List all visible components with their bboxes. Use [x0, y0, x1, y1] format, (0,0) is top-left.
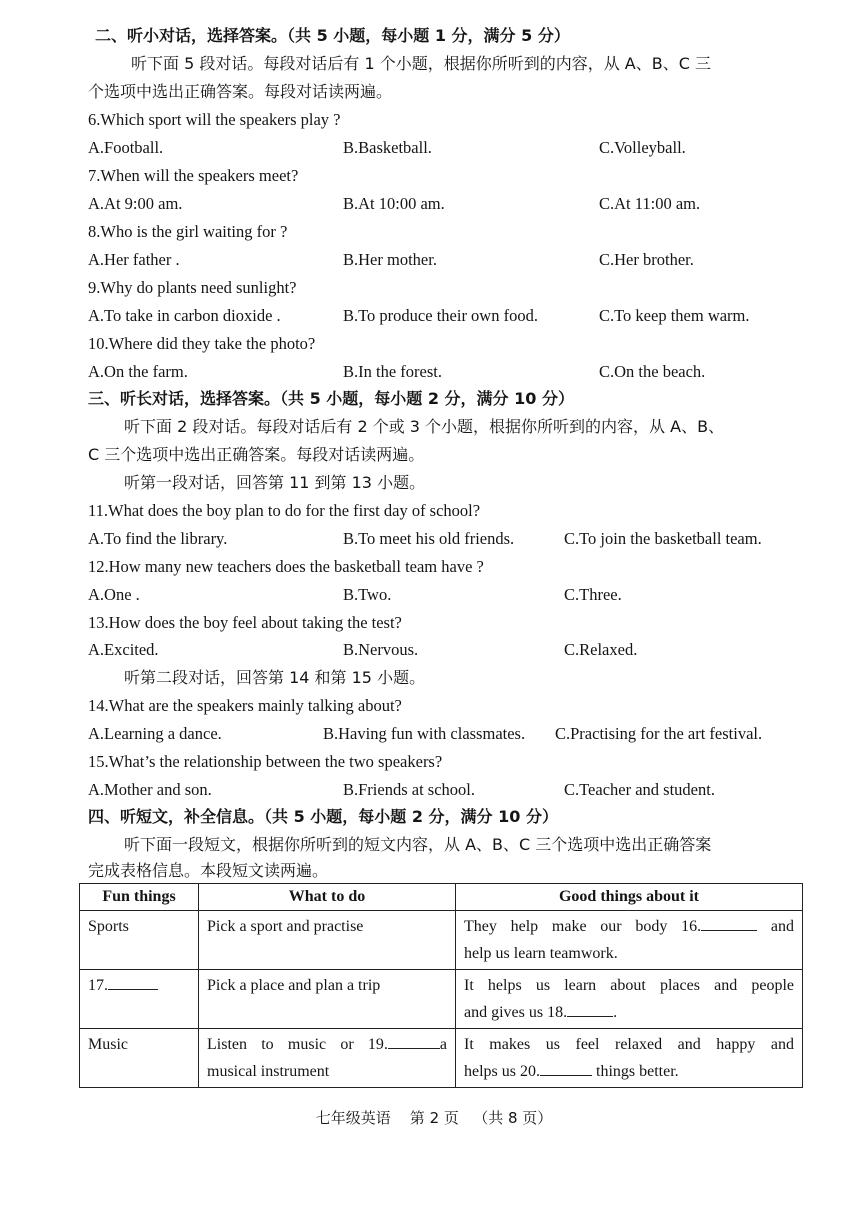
cell-text: They help make our body 16.: [464, 918, 702, 935]
option-14b: B.Having fun with classmates.: [323, 724, 526, 743]
table-cell-17: [80, 970, 199, 1029]
cell-text: a: [439, 1036, 447, 1053]
option-13a: A.Excited.: [88, 640, 159, 659]
cell-text: helps us 20.: [464, 1063, 540, 1080]
option-13b: B.Nervous.: [343, 640, 419, 659]
dialog2-instruction: 听第二段对话，回答第 14 和第 15 小题。: [124, 668, 426, 687]
option-15c: C.Teacher and student.: [564, 780, 715, 799]
option-8a: A.Her father .: [88, 250, 180, 269]
table-cell-17-good: [456, 970, 803, 1029]
table-row: [80, 970, 803, 1029]
option-9a: A.To take in carbon dioxide .: [88, 306, 281, 325]
table-cell-sports-what: Pick a sport and practise: [199, 911, 456, 970]
cell-text: and gives us 18.: [464, 1004, 568, 1021]
section2-heading: 二、听小对话，选择答案。（共 5 小题，每小题 1 分，满分 5 分）: [95, 26, 570, 45]
option-14c: C.Practising for the art festival.: [555, 724, 763, 743]
option-15b: B.Friends at school.: [343, 780, 475, 799]
footer-page-number: 第 2 页: [409, 1109, 459, 1127]
cell-text: 17.: [88, 977, 108, 994]
question-8: 8.Who is the girl waiting for ?: [88, 222, 288, 241]
dialog1-instruction: 听第一段对话，回答第 11 到第 13 小题。: [124, 473, 426, 492]
option-9c: C.To keep them warm.: [599, 306, 750, 325]
option-8c: C.Her brother.: [599, 250, 694, 269]
option-9b: B.To produce their own food.: [343, 306, 538, 325]
option-15a: A.Mother and son.: [88, 780, 212, 799]
cell-line: [207, 1031, 447, 1058]
cell-text: .: [613, 1004, 618, 1021]
cell-line: [464, 999, 794, 1026]
option-10c: C.On the beach.: [599, 362, 706, 381]
section3-instruction-line2: C 三个选项中选出正确答案。每段对话读两遍。: [88, 445, 425, 464]
footer-total-pages: （共 8 页）: [473, 1109, 553, 1127]
cell-text: Listen to music or 19.: [207, 1036, 388, 1053]
table-row: [80, 1029, 803, 1088]
section4-heading: 四、听短文，补全信息。（共 5 小题，每小题 2 分，满分 10 分）: [88, 807, 558, 826]
blank-17[interactable]: [108, 975, 158, 990]
table-header-row: [80, 884, 803, 911]
option-6c: C.Volleyball.: [599, 138, 686, 157]
section4-instruction-line1: 听下面一段短文，根据你所听到的短文内容，从 A、B、C 三个选项中选出正确答案: [124, 835, 712, 854]
footer-subject: 七年级英语: [315, 1109, 391, 1127]
table-cell-music-what: [199, 1029, 456, 1088]
option-10b: B.In the forest.: [343, 362, 442, 381]
blank-19[interactable]: [388, 1034, 440, 1049]
cell-text: and: [770, 918, 794, 935]
question-7: 7.When will the speakers meet?: [88, 166, 299, 185]
cell-text: things better.: [596, 1063, 679, 1080]
table-cell-17-what: Pick a place and plan a trip: [199, 970, 456, 1029]
option-12a: A.One .: [88, 585, 140, 604]
section3-heading: 三、听长对话，选择答案。（共 5 小题，每小题 2 分，满分 10 分）: [88, 389, 574, 408]
table-cell-sports-good: [456, 911, 803, 970]
option-10a: A.On the farm.: [88, 362, 188, 381]
option-11b: B.To meet his old friends.: [343, 529, 515, 548]
cell-line: It helps us learn about places and people: [464, 977, 794, 994]
option-12c: C.Three.: [564, 585, 622, 604]
question-12: 12.How many new teachers does the basketball team have ?: [88, 557, 484, 576]
blank-16[interactable]: [701, 916, 757, 931]
option-14a: A.Learning a dance.: [88, 724, 222, 743]
option-11c: C.To join the basketball team.: [564, 529, 762, 548]
blank-18[interactable]: [567, 1002, 613, 1017]
cell-line: [464, 1058, 794, 1085]
question-10: 10.Where did they take the photo?: [88, 334, 316, 353]
info-table: [79, 883, 803, 1088]
table-row: [80, 911, 803, 970]
table-cell-sports: Sports: [80, 911, 199, 970]
question-11: 11.What does the boy plan to do for the first day of school?: [88, 501, 481, 520]
cell-line: musical instrument: [207, 1063, 330, 1080]
option-6a: A.Football.: [88, 138, 164, 157]
section3-instruction-line1: 听下面 2 段对话。每段对话后有 2 个或 3 个小题，根据你所听到的内容，从 A、B、: [124, 417, 725, 436]
option-6b: B.Basketball.: [343, 138, 432, 157]
section4-instruction-line2: 完成表格信息。本段短文读两遍。: [88, 861, 329, 880]
blank-20[interactable]: [540, 1061, 592, 1076]
option-7b: B.At 10:00 am.: [343, 194, 445, 213]
table-cell-music-good: [456, 1029, 803, 1088]
option-7a: A.At 9:00 am.: [88, 194, 183, 213]
option-13c: C.Relaxed.: [564, 640, 638, 659]
page-footer: [0, 1107, 868, 1128]
question-13: 13.How does the boy feel about taking the test?: [88, 613, 402, 632]
cell-line: help us learn teamwork.: [464, 945, 618, 962]
option-12b: B.Two.: [343, 585, 392, 604]
question-9: 9.Why do plants need sunlight?: [88, 278, 297, 297]
option-7c: C.At 11:00 am.: [599, 194, 701, 213]
table-header-what-to-do: What to do: [199, 884, 456, 911]
cell-line: [464, 913, 794, 940]
cell-line: It makes us feel relaxed and happy and: [464, 1036, 794, 1053]
table-cell-music: Music: [80, 1029, 199, 1088]
question-14: 14.What are the speakers mainly talking about?: [88, 696, 402, 715]
question-6: 6.Which sport will the speakers play ?: [88, 110, 341, 129]
option-8b: B.Her mother.: [343, 250, 437, 269]
question-15: 15.What’s the relationship between the two speakers?: [88, 752, 443, 771]
option-11a: A.To find the library.: [88, 529, 228, 548]
section2-instruction-line1: 听下面 5 段对话。每段对话后有 1 个小题，根据你所听到的内容，从 A、B、C 三: [131, 54, 711, 73]
section2-instruction-line2: 个选项中选出正确答案。每段对话读两遍。: [88, 82, 393, 101]
table-header-fun-things: Fun things: [80, 884, 199, 911]
table-header-good-things: Good things about it: [456, 884, 803, 911]
